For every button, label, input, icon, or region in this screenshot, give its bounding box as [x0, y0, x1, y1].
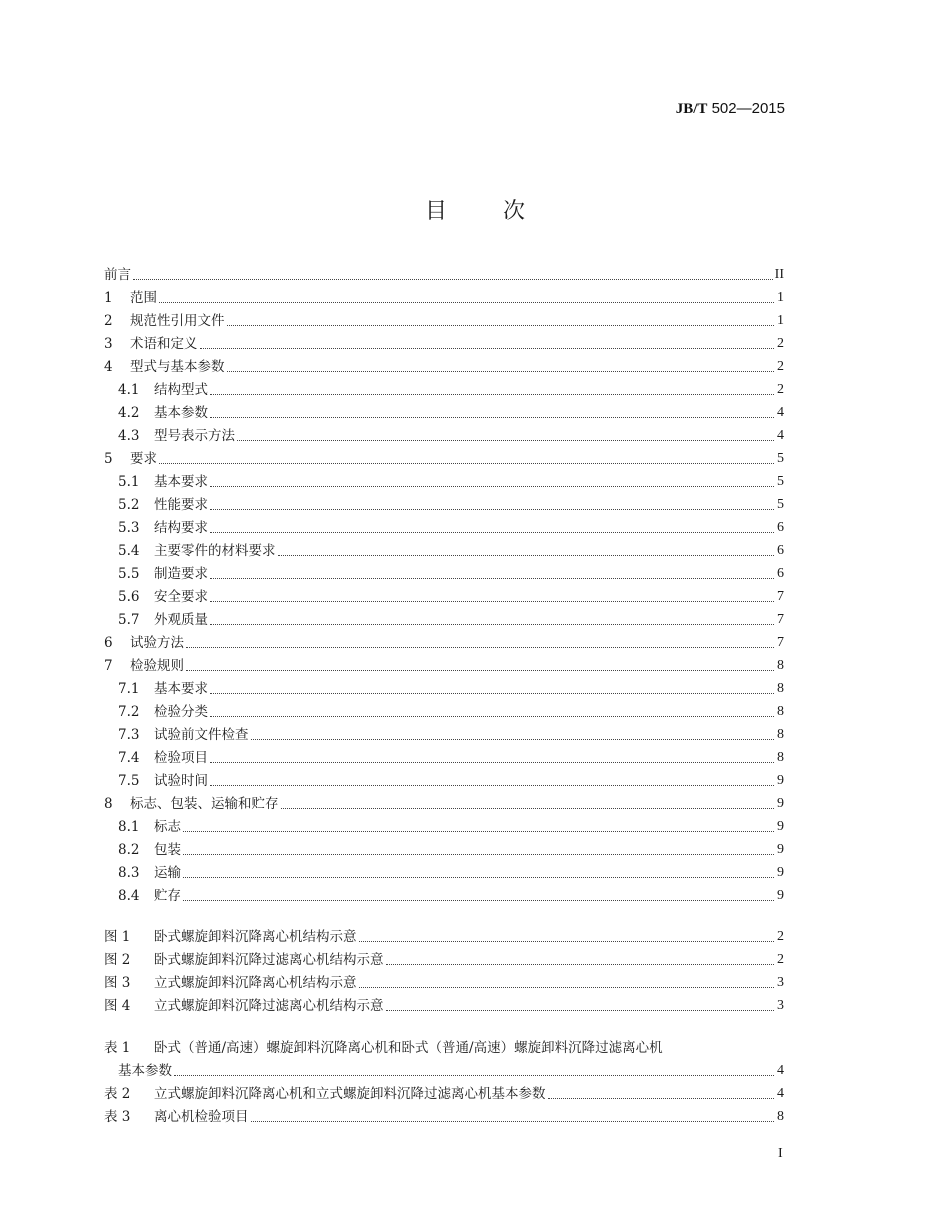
figure-title: 立式螺旋卸料沉降离心机结构示意 [154, 975, 357, 991]
table-number: 表 3 [104, 1109, 131, 1125]
toc-entry-page: 8 [777, 681, 784, 696]
table-entry-first-line[interactable] [104, 1039, 663, 1057]
toc-entry-number: 5.2 [118, 497, 140, 513]
leader-dots [183, 830, 774, 832]
toc-subentry[interactable] [104, 400, 784, 422]
leader-dots [210, 393, 774, 395]
figure-page: 3 [777, 975, 784, 990]
toc-entry-text: 规范性引用文件 [130, 313, 225, 329]
toc-entry-page: 8 [777, 750, 784, 765]
figure-page: 2 [777, 952, 784, 967]
toc-subentry[interactable] [104, 584, 784, 606]
table-title: 卧式（普通/高速）螺旋卸料沉降离心机和卧式（普通/高速）螺旋卸料沉降过滤离心机 [154, 1040, 663, 1056]
figure-page: 3 [777, 998, 784, 1013]
toc-subentry[interactable] [104, 607, 784, 629]
toc-entry-text: 结构型式 [154, 382, 208, 398]
toc-entry-text: 范围 [130, 290, 157, 306]
figure-entry[interactable] [104, 924, 784, 946]
toc-entry-number: 3 [104, 336, 113, 352]
toc-entry-number: 4.1 [118, 382, 140, 398]
toc-entry-page: 7 [777, 635, 784, 650]
toc-entry-number: 8.1 [118, 819, 140, 835]
toc-subentry[interactable] [104, 538, 784, 560]
toc-entry-page: 5 [777, 497, 784, 512]
toc-entry-number: 8 [104, 796, 113, 812]
toc-entry-page: 7 [777, 612, 784, 627]
toc-entry-page: 2 [777, 382, 784, 397]
leader-dots [210, 531, 774, 533]
leader-dots [183, 899, 774, 901]
toc-entry[interactable] [104, 446, 784, 468]
toc-entry-number: 7 [104, 658, 113, 674]
toc-entry-number: 1 [104, 290, 113, 306]
toc-entry-page: 9 [777, 796, 784, 811]
toc-entry-text: 基本要求 [154, 681, 208, 697]
table-title-continuation: 基本参数 [118, 1063, 172, 1079]
leader-dots [359, 940, 775, 942]
toc-entry-number: 7.3 [118, 727, 140, 743]
toc-entry-number: 5.1 [118, 474, 140, 490]
title-char-1: 目 [424, 199, 447, 224]
toc-entry-number: 5 [104, 451, 113, 467]
leader-dots [281, 807, 775, 809]
toc-entry-text: 贮存 [154, 888, 181, 904]
toc-entry-number: 7.1 [118, 681, 140, 697]
leader-dots [548, 1097, 775, 1099]
leader-dots [210, 485, 774, 487]
toc-entry-page: 1 [777, 290, 784, 305]
leader-dots [210, 715, 774, 717]
toc-entry-text: 安全要求 [154, 589, 208, 605]
toc-entry-page: 4 [777, 405, 784, 420]
toc-entry-number: 8.3 [118, 865, 140, 881]
toc-entry-text: 试验前文件检查 [154, 727, 249, 743]
toc-entry-text: 前言 [104, 267, 131, 283]
toc-entry[interactable] [104, 354, 784, 376]
leader-dots [227, 370, 775, 372]
leader-dots [386, 1009, 775, 1011]
toc-entry-page: 7 [777, 589, 784, 604]
toc-entry-number: 2 [104, 313, 113, 329]
leader-dots [210, 761, 774, 763]
toc-entry-page: 9 [777, 888, 784, 903]
toc-entry-text: 检验规则 [130, 658, 184, 674]
leader-dots [210, 508, 774, 510]
toc-entry-text: 术语和定义 [130, 336, 198, 352]
page-folio: I [778, 1146, 783, 1161]
leader-dots [227, 324, 775, 326]
table-page: 8 [777, 1109, 784, 1124]
leader-dots [210, 577, 774, 579]
toc-entry-text: 基本参数 [154, 405, 208, 421]
toc-entry-page: 6 [777, 520, 784, 535]
table-page: 4 [777, 1063, 784, 1078]
table-title: 离心机检验项目 [154, 1109, 249, 1125]
table-number: 表 1 [104, 1040, 131, 1056]
figure-entry[interactable] [104, 947, 784, 969]
figure-entry[interactable] [104, 993, 784, 1015]
toc-entry-text: 标志 [154, 819, 181, 835]
toc-entry-text: 主要零件的材料要求 [154, 543, 276, 559]
toc-entry-number: 5.7 [118, 612, 140, 628]
table-number: 表 2 [104, 1086, 131, 1102]
document-code [676, 100, 785, 118]
toc-entry-page: 8 [777, 704, 784, 719]
toc-entry-page: 9 [777, 773, 784, 788]
toc-entry[interactable] [104, 331, 784, 353]
title-char-2: 次 [503, 199, 526, 224]
toc-entry-text: 试验时间 [154, 773, 208, 789]
toc-entry-number: 5.6 [118, 589, 140, 605]
leader-dots [386, 963, 775, 965]
document-code-prefix: JB/T [675, 101, 708, 117]
toc-entry-number: 7.2 [118, 704, 140, 720]
toc-entry-number: 8.2 [118, 842, 140, 858]
figure-number: 图 2 [104, 952, 131, 968]
toc-entry[interactable] [104, 285, 784, 307]
toc-entry-number: 7.5 [118, 773, 140, 789]
table-entry-continuation[interactable] [104, 1058, 784, 1080]
toc-entry[interactable] [104, 791, 784, 813]
leader-dots [200, 347, 775, 349]
leader-dots [186, 646, 774, 648]
figure-title: 卧式螺旋卸料沉降过滤离心机结构示意 [154, 952, 384, 968]
toc-subentry[interactable] [104, 377, 784, 399]
leader-dots [251, 738, 775, 740]
page-title [0, 194, 950, 225]
leader-dots [183, 876, 774, 878]
toc-subentry[interactable] [104, 676, 784, 698]
leader-dots [210, 692, 774, 694]
leader-dots [174, 1074, 774, 1076]
toc-entry-page: 6 [777, 566, 784, 581]
leader-dots [183, 853, 774, 855]
figure-number: 图 4 [104, 998, 131, 1014]
figure-title: 卧式螺旋卸料沉降离心机结构示意 [154, 929, 357, 945]
leader-dots [278, 554, 775, 556]
leader-dots [210, 600, 774, 602]
leader-dots [159, 301, 774, 303]
toc-subentry[interactable] [104, 722, 784, 744]
table-entry[interactable] [104, 1081, 784, 1103]
toc-subentry[interactable] [104, 423, 784, 445]
toc-subentry[interactable] [104, 837, 784, 859]
toc-entry-page: 9 [777, 842, 784, 857]
toc-entry-text: 检验项目 [154, 750, 208, 766]
toc-entry-page: 8 [777, 658, 784, 673]
toc-entry-page: 5 [777, 474, 784, 489]
leader-dots [210, 623, 774, 625]
toc-entry-page: II [774, 267, 784, 282]
toc-entry-page: 6 [777, 543, 784, 558]
toc-entry-number: 4.3 [118, 428, 140, 444]
toc-entry-page: 2 [777, 336, 784, 351]
toc-entry-text: 要求 [130, 451, 157, 467]
toc-subentry[interactable] [104, 699, 784, 721]
toc-subentry[interactable] [104, 515, 784, 537]
toc-subentry[interactable] [104, 814, 784, 836]
toc-entry-page: 5 [777, 451, 784, 466]
leader-dots [210, 416, 774, 418]
toc-entry-text: 结构要求 [154, 520, 208, 536]
leader-dots [186, 669, 774, 671]
leader-dots [359, 986, 775, 988]
toc-subentry[interactable] [104, 469, 784, 491]
toc-entry-page: 8 [777, 727, 784, 742]
toc-entry-text: 试验方法 [130, 635, 184, 651]
toc-entry-number: 5.4 [118, 543, 140, 559]
toc-entry-foreword[interactable] [104, 262, 784, 284]
toc-entry-text: 制造要求 [154, 566, 208, 582]
toc-entry-number: 8.4 [118, 888, 140, 904]
leader-dots [237, 439, 774, 441]
toc-subentry[interactable] [104, 860, 784, 882]
toc-entry-text: 检验分类 [154, 704, 208, 720]
toc-entry-number: 4.2 [118, 405, 140, 421]
toc-entry-number: 6 [104, 635, 113, 651]
leader-dots [133, 278, 773, 280]
toc-entry-text: 型式与基本参数 [130, 359, 225, 375]
toc-subentry[interactable] [104, 768, 784, 790]
toc-entry-text: 性能要求 [154, 497, 208, 513]
toc-entry-page: 4 [777, 428, 784, 443]
figure-page: 2 [777, 929, 784, 944]
table-title: 立式螺旋卸料沉降离心机和立式螺旋卸料沉降过滤离心机基本参数 [154, 1086, 546, 1102]
table-entry[interactable] [104, 1104, 784, 1126]
toc-subentry[interactable] [104, 883, 784, 905]
toc-entry[interactable] [104, 630, 784, 652]
figure-title: 立式螺旋卸料沉降过滤离心机结构示意 [154, 998, 384, 1014]
toc-entry-number: 5.3 [118, 520, 140, 536]
toc-entry-page: 9 [777, 865, 784, 880]
toc-entry-page: 9 [777, 819, 784, 834]
toc-entry-number: 7.4 [118, 750, 140, 766]
toc-subentry[interactable] [104, 561, 784, 583]
toc-entry-text: 基本要求 [154, 474, 208, 490]
toc-entry-text: 包装 [154, 842, 181, 858]
leader-dots [251, 1120, 775, 1122]
figure-entry[interactable] [104, 970, 784, 992]
toc-subentry[interactable] [104, 492, 784, 514]
toc-entry-text: 运输 [154, 865, 181, 881]
toc-entry-number: 4 [104, 359, 113, 375]
figure-number: 图 1 [104, 929, 131, 945]
leader-dots [159, 462, 774, 464]
toc-entry[interactable] [104, 653, 784, 675]
toc-entry-text: 外观质量 [154, 612, 208, 628]
toc-entry[interactable] [104, 308, 784, 330]
toc-entry-page: 1 [777, 313, 784, 328]
table-page: 4 [777, 1086, 784, 1101]
figure-number: 图 3 [104, 975, 131, 991]
toc-entry-number: 5.5 [118, 566, 140, 582]
document-code-number: 502—2015 [707, 100, 785, 117]
toc-entry-text: 型号表示方法 [154, 428, 235, 444]
toc-entry-page: 2 [777, 359, 784, 374]
toc-entry-text: 标志、包装、运输和贮存 [130, 796, 279, 812]
toc-subentry[interactable] [104, 745, 784, 767]
leader-dots [210, 784, 774, 786]
